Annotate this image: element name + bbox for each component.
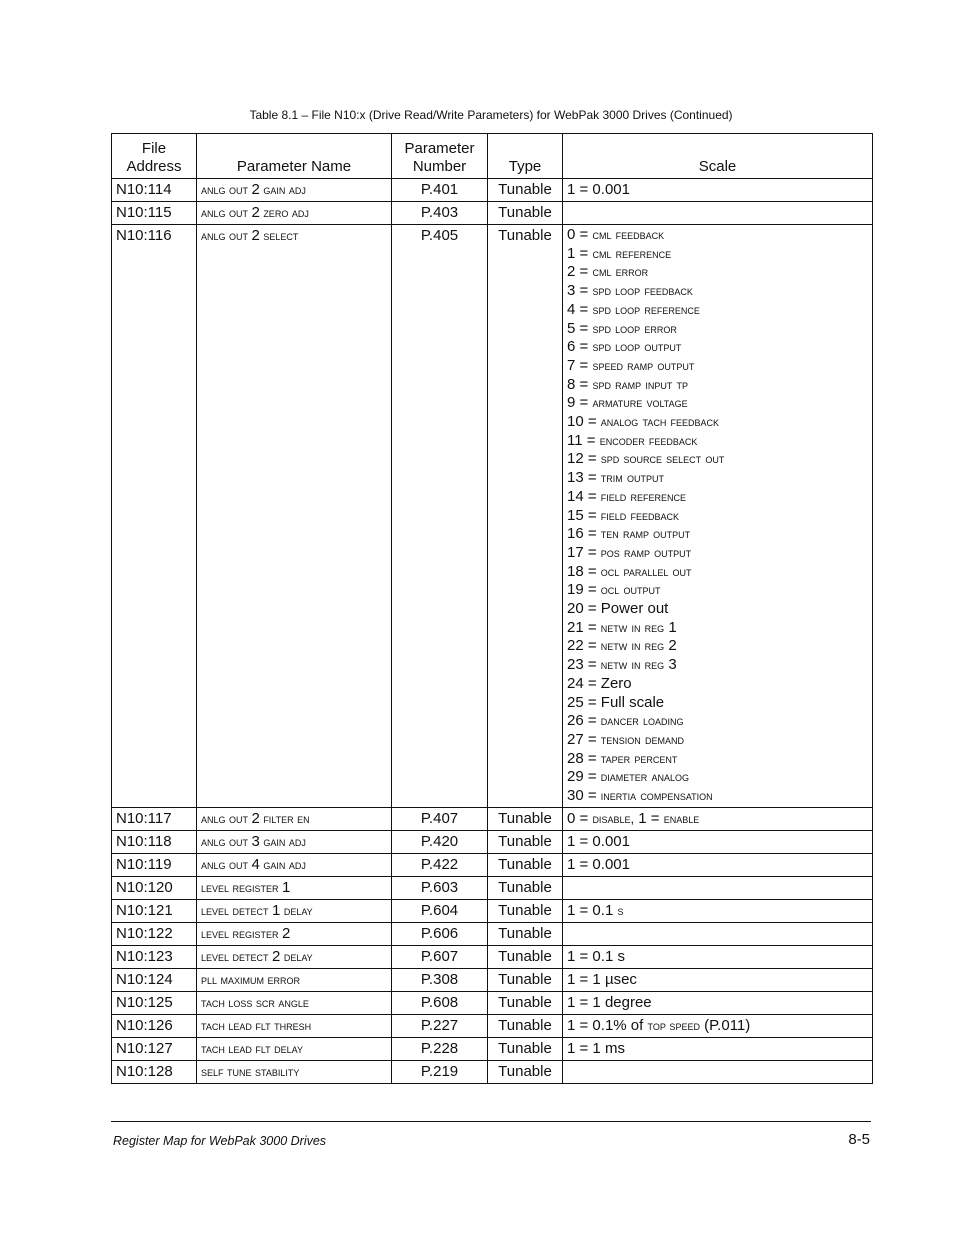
scale-cell: [563, 225, 873, 808]
scale-cell: [563, 991, 873, 1014]
header-type: Type: [488, 134, 563, 179]
table-row: [112, 830, 873, 853]
file-address-cell: N10:125: [112, 991, 197, 1014]
select-option: 28 = taper percent: [567, 749, 678, 767]
parameter-name-cell: level register 2: [197, 922, 392, 945]
file-address-cell: N10:119: [112, 853, 197, 876]
select-option-value: 14: [567, 487, 584, 505]
scale-cell: [563, 807, 873, 830]
select-option: 17 = pos ramp output: [567, 543, 692, 561]
type-cell: Tunable: [488, 830, 563, 853]
scale-cell: [563, 876, 873, 899]
parameter-number-cell: P.422: [392, 853, 488, 876]
select-option-value: 26: [567, 712, 584, 730]
scale-text: 1 = 0.001: [567, 855, 630, 873]
table-row: [112, 853, 873, 876]
select-option: 23 = netw in reg 3: [567, 656, 677, 674]
type-cell: Tunable: [488, 1037, 563, 1060]
select-option-value: 13: [567, 469, 584, 487]
header-file-address-line1: File: [141, 140, 167, 157]
file-address-cell: N10:122: [112, 922, 197, 945]
select-option-label: Power out: [600, 600, 669, 618]
parameter-name-cell: tach lead flt delay: [197, 1037, 392, 1060]
type-cell: Tunable: [488, 991, 563, 1014]
header-parameter-number-line1: Parameter: [404, 140, 475, 157]
header-file-address-line2: Address: [126, 158, 182, 175]
file-address-cell: N10:120: [112, 876, 197, 899]
header-scale: Scale: [563, 134, 873, 179]
select-option-value: 10: [567, 413, 584, 431]
select-option-label: encoder feedback: [599, 432, 698, 448]
table-row: [112, 225, 873, 808]
select-option: 15 = field feedback: [567, 506, 679, 524]
select-options-list: [567, 226, 868, 806]
select-option-label: armature voltage: [592, 395, 688, 411]
scale-text: 1 = 0.1 s: [567, 947, 625, 965]
parameter-name-cell: tach loss scr angle: [197, 991, 392, 1014]
select-option-label: spd source select out: [600, 451, 725, 467]
select-option: 11 = encoder feedback: [567, 431, 698, 449]
select-option-label: field reference: [600, 488, 686, 504]
select-option-value: 24: [567, 674, 584, 692]
header-parameter-name: Parameter Name: [197, 134, 392, 179]
select-option: 0 = cml feedback: [567, 226, 665, 243]
select-option: 25 = Full scale: [567, 693, 665, 711]
select-option-value: 22: [567, 637, 584, 655]
select-option-value: 28: [567, 749, 584, 767]
parameter-number-cell: P.606: [392, 922, 488, 945]
type-cell: Tunable: [488, 876, 563, 899]
select-option: 19 = ocl output: [567, 581, 661, 599]
select-option: 12 = spd source select out: [567, 450, 725, 468]
select-option-value: 1: [567, 244, 576, 262]
type-cell: Tunable: [488, 968, 563, 991]
header-parameter-number-line2: Number: [412, 158, 467, 175]
select-option-value: 12: [567, 450, 584, 468]
parameter-name-cell: tach lead flt thresh: [197, 1014, 392, 1037]
select-option: 21 = netw in reg 1: [567, 618, 677, 636]
select-option-label: ocl output: [600, 582, 661, 598]
table-row: [112, 876, 873, 899]
parameter-name-cell: level register 1: [197, 876, 392, 899]
table-row: [112, 1014, 873, 1037]
file-address-cell: N10:124: [112, 968, 197, 991]
type-cell: Tunable: [488, 1014, 563, 1037]
select-option: 26 = dancer loading: [567, 712, 684, 730]
select-option-label: spd loop output: [592, 339, 682, 355]
scale-text: 1 = 1 degree: [567, 993, 652, 1011]
select-option: 18 = ocl parallel out: [567, 562, 692, 580]
select-option-label: Zero: [600, 674, 632, 692]
parameter-number-cell: P.403: [392, 202, 488, 225]
file-address-cell: N10:114: [112, 179, 197, 202]
file-address-cell: N10:121: [112, 899, 197, 922]
scale-text: 0 = disable, 1 = enable: [567, 809, 700, 827]
table-row: [112, 179, 873, 202]
scale-cell: [563, 968, 873, 991]
parameter-number-cell: P.308: [392, 968, 488, 991]
parameter-name-cell: anlg out 2 filter en: [197, 807, 392, 830]
select-option-label: spd ramp input tp: [592, 376, 689, 392]
select-option: 20 = Power out: [567, 600, 669, 618]
select-option-label: analog tach feedback: [600, 414, 720, 430]
scale-cell: [563, 1037, 873, 1060]
table-row: [112, 945, 873, 968]
select-option-value: 25: [567, 693, 584, 711]
parameter-name-cell: anlg out 2 zero adj: [197, 202, 392, 225]
select-option-value: 6: [567, 338, 576, 356]
parameter-number-cell: P.407: [392, 807, 488, 830]
select-option-label: cml error: [592, 264, 649, 280]
select-option: 16 = ten ramp output: [567, 525, 691, 543]
parameter-number-cell: P.603: [392, 876, 488, 899]
table-row: [112, 922, 873, 945]
file-address-cell: N10:127: [112, 1037, 197, 1060]
scale-text: 1 = 0.001: [567, 832, 630, 850]
type-cell: Tunable: [488, 899, 563, 922]
select-option: 24 = Zero: [567, 674, 632, 692]
scale-cell: [563, 853, 873, 876]
file-address-cell: N10:123: [112, 945, 197, 968]
parameter-number-cell: P.405: [392, 225, 488, 808]
scale-cell: [563, 830, 873, 853]
select-option-value: 3: [567, 282, 576, 300]
select-option: 8 = spd ramp input tp: [567, 375, 689, 393]
select-option: 1 = cml reference: [567, 244, 672, 262]
table-header-row: [112, 134, 873, 179]
parameter-number-cell: P.219: [392, 1060, 488, 1083]
select-option-label: ocl parallel out: [600, 563, 692, 579]
select-option: 14 = field reference: [567, 487, 686, 505]
table-row: [112, 968, 873, 991]
select-option-label: spd loop reference: [592, 301, 700, 317]
select-option-value: 0: [567, 226, 576, 243]
select-option-label: netw in reg 2: [600, 637, 677, 655]
select-option-label: tension demand: [600, 731, 684, 747]
header-parameter-number: [392, 134, 488, 179]
file-address-cell: N10:126: [112, 1014, 197, 1037]
select-option-value: 7: [567, 356, 576, 374]
select-option: 29 = diameter analog: [567, 768, 689, 786]
select-option-label: ten ramp output: [600, 526, 691, 542]
select-option-value: 29: [567, 768, 584, 786]
table-body: [112, 179, 873, 1084]
footer-divider: [111, 1121, 871, 1122]
select-option: 22 = netw in reg 2: [567, 637, 677, 655]
parameter-number-cell: P.607: [392, 945, 488, 968]
type-cell: Tunable: [488, 225, 563, 808]
scale-text: 1 = 0.1% of top speed (P.011): [567, 1016, 751, 1034]
select-option: 5 = spd loop error: [567, 319, 677, 337]
parameter-name-cell: self tune stability: [197, 1060, 392, 1083]
select-option-label: trim output: [600, 470, 664, 486]
parameter-number-cell: P.401: [392, 179, 488, 202]
select-option-value: 4: [567, 300, 576, 318]
scale-text: 1 = 1 ms: [567, 1039, 625, 1057]
parameter-name-cell: level detect 2 delay: [197, 945, 392, 968]
parameter-number-cell: P.608: [392, 991, 488, 1014]
select-option: 3 = spd loop feedback: [567, 282, 693, 300]
type-cell: Tunable: [488, 945, 563, 968]
select-option-label: dancer loading: [600, 713, 684, 729]
parameter-name-cell: level detect 1 delay: [197, 899, 392, 922]
parameter-number-cell: P.420: [392, 830, 488, 853]
file-address-cell: N10:115: [112, 202, 197, 225]
select-option-value: 5: [567, 319, 576, 337]
table-row: [112, 807, 873, 830]
file-address-cell: N10:118: [112, 830, 197, 853]
scale-cell: [563, 1014, 873, 1037]
select-option: 10 = analog tach feedback: [567, 413, 720, 431]
select-option-label: diameter analog: [600, 769, 689, 785]
scale-text: 1 = 1 µsec: [567, 970, 637, 988]
type-cell: Tunable: [488, 202, 563, 225]
select-option-value: 2: [567, 263, 576, 281]
select-option-value: 21: [567, 618, 584, 636]
scale-cell: [563, 899, 873, 922]
select-option-value: 17: [567, 543, 584, 561]
parameter-table: [111, 133, 873, 1084]
select-option: 2 = cml error: [567, 263, 649, 281]
select-option-label: field feedback: [600, 507, 679, 523]
table-row: [112, 1060, 873, 1083]
select-option-label: cml feedback: [592, 227, 665, 242]
type-cell: Tunable: [488, 807, 563, 830]
select-option-label: taper percent: [600, 750, 678, 766]
scale-text: 1 = 0.001: [567, 181, 630, 198]
select-option-value: 23: [567, 656, 584, 674]
type-cell: Tunable: [488, 853, 563, 876]
select-option-label: netw in reg 1: [600, 618, 677, 636]
type-cell: Tunable: [488, 922, 563, 945]
scale-text: 1 = 0.1 s: [567, 901, 624, 919]
scale-cell: [563, 202, 873, 225]
select-option-label: netw in reg 3: [600, 656, 677, 674]
scale-cell: [563, 922, 873, 945]
scale-cell: [563, 179, 873, 202]
parameter-number-cell: P.604: [392, 899, 488, 922]
scale-cell: [563, 945, 873, 968]
select-option-value: 30: [567, 787, 584, 805]
table-row: [112, 899, 873, 922]
page-number: 8-5: [848, 1131, 870, 1148]
select-option-value: 19: [567, 581, 584, 599]
select-option-value: 16: [567, 525, 584, 543]
table-caption: Table 8.1 – File N10:x (Drive Read/Write Parameters) for WebPak 3000 Drives (Continued): [249, 108, 733, 122]
parameter-name-cell: anlg out 2 gain adj: [197, 179, 392, 202]
select-option-label: inertia compensation: [600, 788, 713, 804]
select-option: 4 = spd loop reference: [567, 300, 700, 318]
scale-cell: [563, 1060, 873, 1083]
file-address-cell: N10:116: [112, 225, 197, 808]
table-row: [112, 1037, 873, 1060]
select-option-label: pos ramp output: [600, 544, 692, 560]
select-option: 27 = tension demand: [567, 730, 684, 748]
type-cell: Tunable: [488, 179, 563, 202]
select-option-value: 8: [567, 375, 576, 393]
select-option: 6 = spd loop output: [567, 338, 682, 356]
table-row: [112, 202, 873, 225]
select-option-value: 18: [567, 562, 584, 580]
table-row: [112, 991, 873, 1014]
select-option-label: spd loop error: [592, 320, 677, 336]
parameter-number-cell: P.228: [392, 1037, 488, 1060]
select-option: 7 = speed ramp output: [567, 356, 695, 374]
select-option-value: 20: [567, 600, 584, 618]
parameter-name-cell: pll maximum error: [197, 968, 392, 991]
type-cell: Tunable: [488, 1060, 563, 1083]
header-file-address: [112, 134, 197, 179]
parameter-name-cell: anlg out 3 gain adj: [197, 830, 392, 853]
select-option: 9 = armature voltage: [567, 394, 688, 412]
select-option: 30 = inertia compensation: [567, 787, 713, 805]
select-option-label: cml reference: [592, 245, 672, 261]
select-option: 13 = trim output: [567, 469, 664, 487]
file-address-cell: N10:128: [112, 1060, 197, 1083]
select-option-value: 27: [567, 730, 584, 748]
parameter-name-cell: anlg out 2 select: [197, 225, 392, 808]
select-option-label: speed ramp output: [592, 357, 695, 373]
parameter-name-cell: anlg out 4 gain adj: [197, 853, 392, 876]
select-option-value: 15: [567, 506, 584, 524]
file-address-cell: N10:117: [112, 807, 197, 830]
footer-title: Register Map for WebPak 3000 Drives: [113, 1134, 327, 1148]
parameter-number-cell: P.227: [392, 1014, 488, 1037]
select-option-value: 9: [567, 394, 576, 412]
select-option-label: spd loop feedback: [592, 283, 693, 299]
select-option-value: 11: [567, 431, 583, 449]
select-option-label: Full scale: [600, 693, 665, 711]
